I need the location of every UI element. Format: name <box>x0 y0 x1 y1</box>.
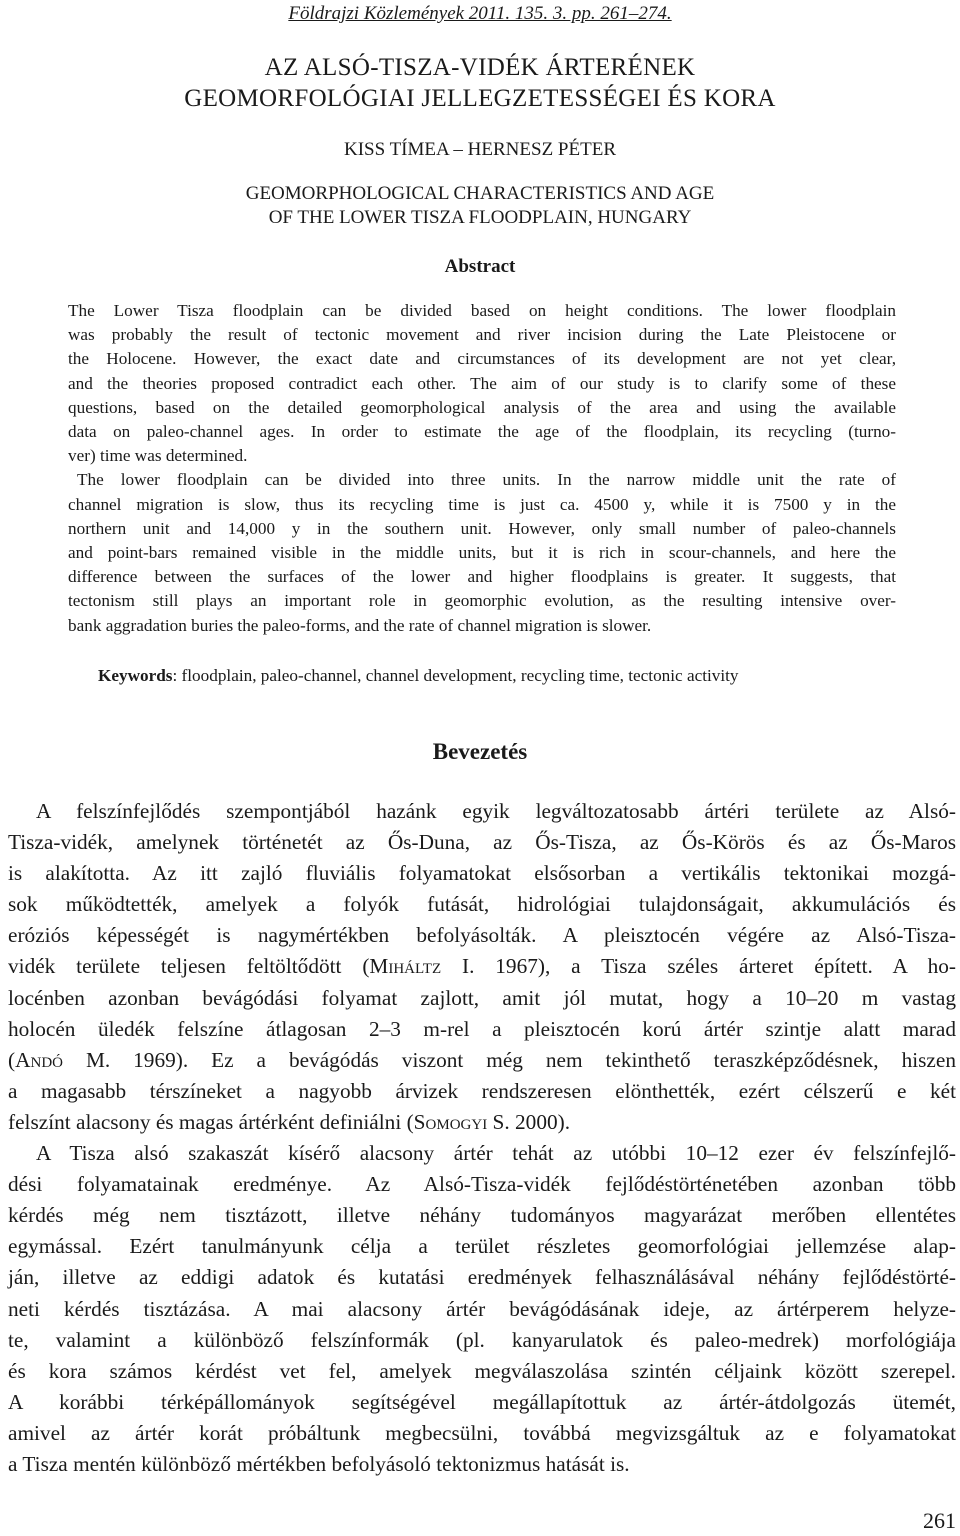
body-line-text: vidék területe teljesen feltöltődött ( <box>8 954 370 979</box>
citation-author-initial: M <box>369 954 389 979</box>
abstract-text <box>68 299 896 638</box>
abstract-line: questions, based on the detailed geomorphological analysis of the area and using the available <box>68 397 896 417</box>
english-title-line-2: OF THE LOWER TISZA FLOODPLAIN, HUNGARY <box>268 207 692 228</box>
abstract-line: The lower floodplain can be divided into three units. In the narrow middle unit the rate of <box>77 470 896 490</box>
body-line: sok működtették, amelyek a folyók futását, hidrológiai tulajdonságait, akkumulációs és <box>8 892 956 917</box>
body-line: is alakította. Az itt zajló fluviális folyamatokat elsősorban a vertikális tektonikai mozgá- <box>8 861 956 886</box>
abstract-line: and the theories proposed contradict each other. The aim of our study is to clarify some of these <box>68 373 896 393</box>
body-line: holocén üledék felszíne átlagosan 2–3 m-rel a pleisztocén korú ártér szintje alatt marad <box>8 1016 956 1041</box>
abstract-heading: Abstract <box>444 256 516 277</box>
body-line-text: M. 1969). Ez a bevágódás viszont még nem tekinthető teraszképződésnek, hiszen <box>62 1047 956 1072</box>
abstract-line: difference between the surfaces of the lower and higher floodplains is greater. It suggests, that <box>68 567 896 587</box>
body-line: ján, illetve az eddigi adatok és kutatási eredmények felhasználásával néhány fejlődéstörté- <box>8 1265 956 1290</box>
body-line-text: ( <box>8 1047 16 1072</box>
keywords-label: Keywords <box>98 666 173 685</box>
english-title <box>0 182 960 230</box>
abstract-line: tectonism still plays an important role in geomorphic evolution, as the resulting intensive over- <box>68 591 896 611</box>
section-heading: Bevezetés <box>432 739 528 764</box>
body-line: eróziós képességét is nagymértékben befolyásolták. A pleisztocén végére az Alsó-Tisza- <box>8 923 956 948</box>
body-text <box>8 796 956 1480</box>
body-line: és kora számos kérdést vet fel, amelyek megválaszolása szintén céljaink között szerepel. <box>8 1358 956 1383</box>
body-line: Tisza-vidék, amelynek történetét az Ős-Duna, az Ős-Tisza, az Ős-Körös és az Ős-Maros <box>8 830 956 855</box>
page-number: 261 <box>923 1508 956 1533</box>
abstract-line: was probably the result of tectonic movement and river incision during the Late Pleistocene or <box>68 325 896 345</box>
body-line: neti kérdés tisztázása. A mai alacsony ártér bevágódásának ideje, az ártérperem helyze- <box>8 1296 956 1321</box>
body-line <box>8 951 956 982</box>
abstract-line: data on paleo-channel ages. In order to estimate the age of the floodplain, its recycling (turno- <box>68 422 896 442</box>
citation-author-rest: ndó <box>30 1047 63 1072</box>
body-line <box>8 1045 956 1076</box>
authors: KISS TÍMEA – HERNESZ PÉTER <box>343 139 616 160</box>
body-line: te, valamint a különböző felszínformák (pl. kanyarulatok és paleo-medrek) morfológiája <box>8 1327 956 1352</box>
journal-citation-text: Földrajzi Közlemények 2011. 135. 3. pp. 261–274. <box>288 3 672 24</box>
body-line: dési folyamatainak eredménye. Az Alsó-Tisza-vidék fejlődéstörténetében azonban több <box>8 1172 956 1197</box>
body-line: A Tisza alsó szakaszát kísérő alacsony ártér tehát az utóbbi 10–12 ezer év felszínfejlő- <box>36 1141 956 1166</box>
citation-author <box>414 1110 488 1134</box>
body-line: kérdés még nem tisztázott, illetve néhány tudományos magyarázat merőben ellentétes <box>8 1203 956 1228</box>
keywords-text: : floodplain, paleo-channel, channel development, recycling time, tectonic activity <box>172 666 739 685</box>
journal-citation <box>0 2 960 26</box>
abstract-line: northern unit and 14,000 y in the southern unit. However, only small number of paleo-channels <box>68 518 896 538</box>
citation-author-initial: S <box>413 1109 426 1134</box>
english-title-line-1: GEOMORPHOLOGICAL CHARACTERISTICS AND AGE <box>245 183 715 204</box>
abstract-line: and point-bars remained visible in the middle units, but it is rich in scour-channels, and here the <box>68 543 896 563</box>
body-line: a Tisza mentén különböző mértékben befolyásoló tektonizmus hatását is. <box>8 1451 630 1476</box>
abstract-line: ver) time was determined. <box>68 446 248 466</box>
body-line: amivel az ártér korát próbáltunk megbecsülni, továbbá megvizsgáltuk az e folyamatokat <box>8 1420 956 1445</box>
abstract-line: bank aggradation buries the paleo-forms, and the rate of channel migration is slower. <box>68 615 652 635</box>
citation-author-rest: omogyi <box>425 1109 488 1134</box>
citation-author <box>15 1048 63 1072</box>
citation-author-initial: A <box>15 1047 31 1072</box>
body-line-text: felszínt alacsony és magas ártérként definiálni ( <box>8 1109 414 1134</box>
citation-author-rest: iháltz <box>388 954 442 979</box>
body-line: A korábbi térképállományok segítségével megállapítottuk az ártér-átdolgozás ütemét, <box>8 1389 956 1414</box>
paper-title-line-2: GEOMORFOLÓGIAI JELLEGZETESSÉGEI ÉS KORA <box>184 85 776 112</box>
body-line-text: I. 1967), a Tisza széles árteret épített. A ho- <box>441 954 956 979</box>
body-line-text: S. 2000). <box>487 1109 571 1134</box>
body-line <box>8 1107 956 1138</box>
abstract-line: The Lower Tisza floodplain can be divided based on height conditions. The lower floodplain <box>68 301 896 320</box>
body-line: locénben azonban bevágódási folyamat zajlott, amit jól mutat, hogy a 10–20 m vastag <box>8 985 956 1010</box>
body-line: A felszínfejlődés szempontjából hazánk egyik legváltozatosabb ártéri területe az Alsó- <box>36 799 956 823</box>
paper-title-line-1: AZ ALSÓ-TISZA-VIDÉK ÁRTERÉNEK <box>264 54 696 81</box>
body-line: a magasabb térszíneket a nagyobb árvizek rendszeresen elönthették, ezért célszerű e két <box>8 1078 956 1103</box>
abstract-line: channel migration is slow, thus its recycling time is just ca. 4500 y, while it is 7500 y in the <box>68 494 896 514</box>
keywords <box>98 664 898 688</box>
abstract-line: the Holocene. However, the exact date and circumstances of its development are not yet clear, <box>68 349 896 369</box>
paper-title <box>0 52 960 114</box>
body-line: egymással. Ezért tanulmányunk célja a terület részletes geomorfológiai jellemzése alap- <box>8 1234 956 1259</box>
citation-author <box>369 954 441 978</box>
